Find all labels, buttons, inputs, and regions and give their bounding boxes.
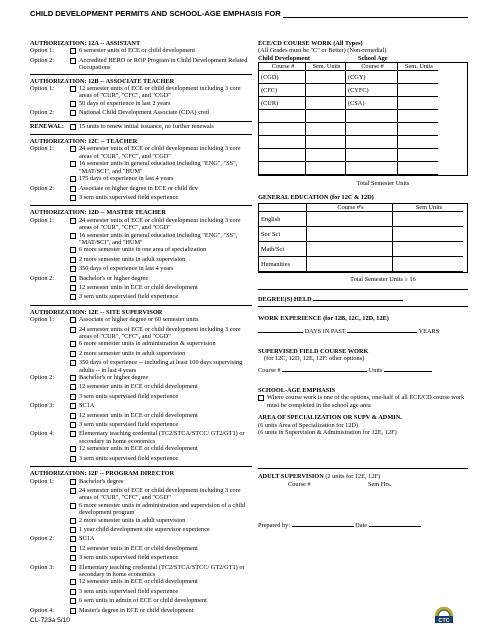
- checkbox-icon[interactable]: [70, 597, 79, 606]
- requirement-text: 3 sem units supervised field experience: [79, 193, 179, 201]
- requirement-item: [30, 256, 252, 265]
- requirement-item: [30, 445, 252, 454]
- requirement-text: Elementary teaching credential (TC2/STCA/STCC/ GT2/GT1) or secondary in home economics: [79, 563, 245, 578]
- requirement-text: 6 more semester units in one area of specialization: [79, 246, 207, 254]
- ece-cell[interactable]: [306, 162, 346, 175]
- field-units-input[interactable]: [384, 371, 432, 372]
- requirement-item: [30, 383, 252, 392]
- option-label: [30, 517, 70, 526]
- years-label: YEARS: [418, 328, 440, 336]
- requirement-item: [30, 455, 252, 464]
- checkbox-icon[interactable]: [70, 535, 79, 544]
- checkbox-icon[interactable]: [70, 578, 79, 587]
- logo-text: CTC: [438, 618, 450, 624]
- prepared-field[interactable]: [292, 526, 354, 527]
- ece-cell[interactable]: [306, 84, 346, 97]
- school-age-item: Where course work is one of the options, one-half of all ECE/CD course work must be completed in the school age area: [258, 394, 468, 409]
- requirement-text: 3 sem units supervised field experience: [79, 421, 179, 429]
- ge-subject-label: Math/Sci: [259, 242, 307, 257]
- ece-cell[interactable]: [346, 162, 398, 175]
- requirement-text: Associate or higher degree in ECE or child dev: [79, 184, 198, 192]
- checkbox-icon[interactable]: [70, 445, 79, 454]
- checkbox-icon[interactable]: [70, 545, 79, 554]
- checkbox-icon[interactable]: [70, 85, 79, 100]
- option-label: Option 1:: [30, 216, 54, 224]
- adult-units-label: Sem Hrs.: [368, 480, 392, 488]
- ctc-logo: [433, 605, 455, 625]
- option-label: [30, 545, 70, 554]
- requirement-item: [30, 597, 252, 606]
- requirement-text: National Child Development Associate (CDA) cred: [79, 109, 209, 117]
- requirement-text: 50 days of experience in last 2 years: [79, 99, 171, 107]
- option-label: [30, 100, 70, 109]
- requirement-item: [30, 185, 252, 194]
- ge-table: [258, 203, 468, 273]
- ece-header-cell: Sem. Units: [306, 63, 346, 71]
- option-label: [30, 160, 70, 175]
- degree-label: DEGREE(S) HELD: [258, 296, 312, 304]
- requirement-text: 12 semester units in ECE or child development: [79, 578, 198, 586]
- requirement-text: 3 sem units supervised field experience: [79, 392, 179, 400]
- ece-cell[interactable]: [398, 71, 438, 84]
- option-label: [30, 175, 70, 184]
- option-label: Option 1:: [30, 477, 54, 485]
- ece-cell[interactable]: [306, 136, 346, 149]
- checkbox-icon[interactable]: [70, 402, 79, 411]
- ece-table: [258, 62, 468, 176]
- requirement-item: [30, 275, 252, 284]
- ece-cell[interactable]: (CGD): [259, 71, 306, 84]
- requirement-item: [30, 265, 252, 274]
- requirement-text: 6 semester units of ECE or child development: [79, 47, 195, 55]
- checkbox-icon[interactable]: [70, 185, 79, 194]
- requirement-item: [30, 340, 252, 349]
- ge-cell[interactable]: [393, 242, 463, 257]
- checkbox-icon[interactable]: [70, 217, 79, 232]
- option-label: Option 2:: [30, 109, 54, 117]
- checkbox-icon[interactable]: [70, 393, 79, 402]
- checkbox-icon[interactable]: [70, 160, 79, 175]
- checkbox-icon[interactable]: [70, 340, 79, 349]
- option-label: [30, 284, 70, 293]
- checkbox-icon[interactable]: [70, 517, 79, 526]
- ece-cell[interactable]: (CYFC): [346, 84, 398, 97]
- spec-line-1: (6 units Area of Specialization for 12D): [258, 421, 359, 429]
- requirement-text: 3 sem units supervised field experience: [79, 587, 179, 595]
- requirement-text: 3 sem units supervised field experience: [79, 293, 179, 301]
- option-label: [30, 246, 70, 255]
- adult-note: (2 units for 12E, 12F): [325, 473, 381, 481]
- requirement-text: 6 more semester units in administration & supervision: [79, 340, 216, 348]
- field-course-input[interactable]: [282, 371, 367, 372]
- option-label: [30, 578, 70, 587]
- requirement-text: 16 semester units in general education including "ENG", "SS", "MAT/SCI", and "HUM": [79, 160, 238, 175]
- requirement-text: Master's degree in ECE or child development: [79, 606, 194, 614]
- requirement-item: [30, 359, 252, 374]
- field-subtitle: (for 12C, 12D, 12E, 12F: other options): [264, 355, 365, 363]
- option-label: Option 1:: [30, 145, 54, 153]
- checkbox-icon[interactable]: [70, 383, 79, 392]
- requirement-item: [30, 145, 252, 160]
- option-label: [30, 359, 70, 374]
- date-label: Date: [355, 522, 368, 530]
- checkbox-icon[interactable]: [70, 284, 79, 293]
- ece-cell[interactable]: [398, 136, 438, 149]
- checkbox-icon[interactable]: [70, 265, 79, 274]
- ece-cell[interactable]: [259, 110, 306, 123]
- requirement-text: SC1A: [79, 535, 95, 543]
- requirement-item: [30, 293, 252, 302]
- requirement-text: Bachelor's or higher degree: [79, 274, 149, 282]
- option-label: [30, 393, 70, 402]
- requirement-item: [30, 393, 252, 402]
- requirement-text: 350 days of experience -- including at least 100 days supervising adults -- in last 4 years: [79, 359, 243, 374]
- checkbox-icon[interactable]: [70, 526, 79, 535]
- requirement-item: [30, 478, 252, 487]
- requirement-text: Bachelor's degree: [79, 477, 124, 485]
- renewal-item: [30, 123, 252, 132]
- option-label: [30, 487, 70, 502]
- checkbox-icon[interactable]: [70, 109, 79, 118]
- requirement-item: [30, 607, 252, 616]
- spec-line-2: (6 units in Supervision & Administration for 12E, 12F): [258, 428, 397, 436]
- checkbox-icon[interactable]: [70, 100, 79, 109]
- option-label: Option 3:: [30, 563, 54, 571]
- option-label: [30, 445, 70, 454]
- ece-cell[interactable]: [398, 110, 438, 123]
- ge-cell[interactable]: [307, 227, 393, 242]
- checkbox-icon[interactable]: [70, 412, 79, 421]
- requirement-item: [30, 232, 252, 247]
- requirement-text: 12 semester units of ECE or child development including 3 core areas of "CUR", "CFC", and "CGD": [79, 85, 241, 100]
- ge-cell[interactable]: [393, 212, 463, 227]
- option-label: [30, 265, 70, 274]
- option-label: [30, 194, 70, 203]
- ece-cell[interactable]: [259, 136, 306, 149]
- requirement-item: [30, 316, 252, 325]
- requirement-item: [30, 588, 252, 597]
- ece-total: Total Semester Units: [356, 180, 410, 188]
- option-label: [30, 293, 70, 302]
- option-label: [30, 526, 70, 535]
- ece-cell[interactable]: (CFC): [259, 84, 306, 97]
- option-label: Option 4:: [30, 430, 54, 438]
- requirement-text: Associate or higher degree or 60 semester units: [79, 316, 199, 324]
- ece-col-a: Child Development: [258, 54, 310, 62]
- ece-cell[interactable]: [306, 71, 346, 84]
- adult-course-label: Course #: [288, 480, 311, 488]
- checkbox-icon[interactable]: [70, 588, 79, 597]
- requirement-text: SC1A: [79, 402, 95, 410]
- ece-cell[interactable]: [259, 162, 306, 175]
- ece-cell[interactable]: [346, 123, 398, 136]
- checkbox-icon[interactable]: [70, 359, 79, 374]
- spec-title: AREA OF SPECIALIZATION OR SUPV & ADMIN.: [258, 414, 402, 422]
- days-field[interactable]: [258, 332, 303, 333]
- ge-subject-label: Humanities: [259, 257, 307, 272]
- option-label: Option 1:: [30, 47, 54, 55]
- option-label: [30, 421, 70, 430]
- requirement-text: 12 semester units in ECE or child development: [79, 383, 198, 391]
- checkbox-icon[interactable]: [70, 293, 79, 302]
- requirement-item: [30, 47, 252, 56]
- requirement-item: [30, 284, 252, 293]
- ge-cell[interactable]: [393, 227, 463, 242]
- date-field[interactable]: [369, 526, 421, 527]
- requirement-text: 24 semester units of ECE or child development including 3 core areas of "CUR", "CFC", and "CGD": [79, 486, 241, 502]
- ge-subject-label: Soc Sci: [259, 227, 307, 242]
- ece-cell[interactable]: [259, 123, 306, 136]
- option-label: [30, 412, 70, 421]
- requirement-item: [30, 217, 252, 232]
- requirement-text: 3 sem units supervised field experience: [79, 554, 179, 562]
- requirement-text: 6 more semester units in administration and supervision of a child development program: [79, 501, 246, 517]
- requirement-text: 24 semester units of ECE or child development including 3 core areas of "CUR", "CFC", and "CGD": [79, 145, 241, 160]
- ece-cell[interactable]: [306, 149, 346, 162]
- ge-header-cell: Sem Units: [393, 204, 463, 212]
- requirement-text: Bachelor's or higher degree: [79, 374, 149, 382]
- requirement-text: 2 more semester units in adult supervision: [79, 255, 186, 263]
- requirement-item: [30, 194, 252, 203]
- ece-cell[interactable]: [346, 136, 398, 149]
- ge-cell[interactable]: [393, 257, 463, 272]
- requirement-item: [30, 85, 252, 100]
- checkbox-icon[interactable]: [70, 145, 79, 160]
- ece-cell[interactable]: [398, 84, 438, 97]
- requirement-text: Elementary teaching credential (TC2/STCA/STCC/ GT2/GT1) or secondary in home economics: [79, 430, 245, 445]
- ece-cell[interactable]: [398, 123, 438, 136]
- authorization-title: AUTHORIZATION: 12D -- MASTER TEACHER: [30, 209, 166, 217]
- checkbox-icon[interactable]: [70, 455, 79, 464]
- checkbox-icon[interactable]: [70, 607, 79, 616]
- ece-cell[interactable]: [306, 97, 346, 110]
- checkbox-icon[interactable]: [70, 232, 79, 247]
- renewal-text: 15 units to renew initial issuance, no further renewals: [79, 122, 214, 130]
- option-label: [30, 554, 70, 563]
- requirement-item: [30, 535, 252, 544]
- ece-cell[interactable]: [398, 97, 438, 110]
- requirement-text: 175 days of experience in last 4 years: [79, 175, 174, 183]
- ece-cell[interactable]: [259, 149, 306, 162]
- option-label: Option 2:: [30, 535, 54, 543]
- ece-cell[interactable]: [398, 149, 438, 162]
- requirement-item: [30, 246, 252, 255]
- option-label: [30, 256, 70, 265]
- option-label: Option 2:: [30, 184, 54, 192]
- adult-title: ADULT SUPERVISION: [258, 473, 324, 481]
- field-course-label: Course #: [258, 367, 281, 375]
- ge-cell[interactable]: [307, 257, 393, 272]
- checkbox-icon[interactable]: [70, 275, 79, 284]
- ece-cell[interactable]: [306, 123, 346, 136]
- checkbox-icon[interactable]: [70, 478, 79, 487]
- option-label: Option 4:: [30, 606, 54, 614]
- authorization-title: AUTHORIZATION: 12A -- ASSISTANT: [30, 40, 141, 47]
- ece-cell[interactable]: (CUR): [259, 97, 306, 110]
- requirement-text: Accredited HERO or ROP Program in Child Development Related Occupations: [79, 56, 248, 72]
- requirement-text: 350 days of experience in last 4 years: [79, 265, 174, 273]
- requirement-item: [30, 57, 252, 72]
- requirement-item: [30, 160, 252, 175]
- authorization-column: [30, 40, 252, 616]
- degree-field[interactable]: [313, 300, 403, 301]
- requirement-item: [30, 350, 252, 359]
- ece-cell[interactable]: [346, 149, 398, 162]
- checkbox-icon[interactable]: [70, 326, 79, 341]
- option-label: [30, 455, 70, 464]
- checkbox-icon[interactable]: [70, 246, 79, 255]
- ece-subtitle: (All Grades must be "C" or Better) (Non-remedial): [258, 47, 387, 55]
- checkbox-icon[interactable]: [70, 374, 79, 383]
- requirement-item: [30, 564, 252, 579]
- requirement-text: 16 semester units in general education including "ENG", "SS", "MAT/SCI", and "HUM": [79, 231, 238, 246]
- ece-title: ECE/CD COURSE WORK (All Types): [258, 40, 363, 47]
- requirement-item: [30, 517, 252, 526]
- checkbox-icon[interactable]: [70, 350, 79, 359]
- requirement-item: [30, 430, 252, 445]
- requirement-item: [30, 554, 252, 563]
- option-label: Option 1:: [30, 85, 54, 93]
- requirement-item: [30, 412, 252, 421]
- renewal-label: RENEWAL:: [30, 122, 64, 130]
- requirement-text: 24 semester units of ECE or child development including 3 core areas of "CUR", "CFC", and "CGD": [79, 325, 241, 340]
- option-label: [30, 326, 70, 341]
- requirement-text: 3 sem units supervised field experience: [79, 454, 179, 462]
- checkbox-icon[interactable]: [70, 175, 79, 184]
- ece-header-cell: Course #: [346, 63, 398, 71]
- authorization-title: AUTHORIZATION: 12B -- ASSOCIATE TEACHER: [30, 77, 175, 85]
- checkbox-icon[interactable]: [70, 57, 79, 72]
- checkbox-icon[interactable]: [70, 421, 79, 430]
- course-work-column: [258, 40, 468, 530]
- requirement-item: [30, 100, 252, 109]
- option-label: Option 2:: [30, 274, 54, 282]
- option-label: Option 2:: [30, 56, 54, 64]
- requirement-item: [30, 175, 252, 184]
- option-label: [30, 350, 70, 359]
- field-title: SUPERVISED FIELD COURSE WORK: [258, 347, 369, 355]
- ge-header-cell: Course #'s: [307, 204, 393, 212]
- requirement-item: [30, 578, 252, 587]
- ece-col-b: School Age: [358, 54, 388, 62]
- requirement-item: [30, 526, 252, 535]
- requirement-text: 24 semester units of ECE or child development including 3 core areas of "CUR", "CFC", and "CGD": [79, 216, 241, 232]
- authorization-title: AUTHORIZATION: 12F -- PROGRAM DIRECTOR: [30, 470, 175, 478]
- ece-cell[interactable]: (CSA): [346, 97, 398, 110]
- ece-col-heads: [258, 55, 468, 62]
- requirement-item: [30, 421, 252, 430]
- option-label: [30, 588, 70, 597]
- ece-header-cell: Sem. Units: [398, 63, 438, 71]
- ece-header-cell: Course #: [259, 63, 306, 71]
- years-field[interactable]: [347, 332, 417, 333]
- requirement-item: [30, 374, 252, 383]
- work-title: WORK EXPERIENCE (for 12B, 12C, 12D, 12E): [258, 314, 389, 322]
- option-label: Option 3:: [30, 402, 54, 410]
- checkbox-icon[interactable]: [70, 430, 79, 445]
- checkbox-icon[interactable]: [70, 316, 79, 325]
- requirement-item: [30, 502, 252, 517]
- requirement-text: 12 semester units in ECE or child development: [79, 283, 198, 291]
- requirement-item: [30, 545, 252, 554]
- authorization-title: AUTHORIZATION: 12E -- SITE SUPERVISOR: [30, 308, 163, 316]
- prepared-label: Prepared by:: [258, 522, 290, 530]
- requirement-text: 1 year child development site supervisor experience: [79, 525, 210, 533]
- requirement-text: 12 semester units in ECE or child development: [79, 544, 198, 552]
- checkbox-icon[interactable]: [70, 554, 79, 563]
- checkbox-icon[interactable]: [70, 256, 79, 265]
- ge-total: Total Semester Units ≥ 16: [350, 276, 416, 284]
- authorization-title: AUTHORIZATION: 12C -- TEACHER: [30, 138, 138, 146]
- checkbox-icon[interactable]: [70, 47, 79, 56]
- option-label: [30, 340, 70, 349]
- school-age-title: SCHOOL-AGE EMPHASIS: [258, 386, 336, 394]
- ge-cell[interactable]: [307, 212, 393, 227]
- requirement-text: 2 more semester units in adult supervision: [79, 349, 186, 357]
- checkbox-icon[interactable]: [70, 123, 79, 132]
- requirement-item: [30, 109, 252, 118]
- option-label: [30, 502, 70, 517]
- option-label: [30, 383, 70, 392]
- requirement-item: [30, 326, 252, 341]
- page-title: CHILD DEVELOPMENT PERMITS AND SCHOOL-AGE EMPHASIS FOR: [30, 9, 281, 18]
- option-label: Option 2:: [30, 374, 54, 382]
- checkbox-icon[interactable]: [70, 564, 79, 579]
- form-code: CL-723a 5/10: [30, 617, 70, 624]
- checkbox-icon[interactable]: [70, 502, 79, 517]
- requirement-item: [30, 487, 252, 502]
- requirement-text: 6 sem units in admin of ECE or child development: [79, 597, 207, 605]
- option-label: [30, 597, 70, 606]
- requirement-text: 2 more semester units in adult supervision: [79, 516, 186, 524]
- field-units-label: Units: [368, 367, 383, 375]
- ece-cell[interactable]: [346, 110, 398, 123]
- ece-cell[interactable]: [306, 110, 346, 123]
- checkbox-icon[interactable]: [70, 194, 79, 203]
- days-label: DAYS IN PAST: [304, 328, 346, 336]
- ge-header-cell: [259, 204, 307, 212]
- ge-subject-label: English: [259, 212, 307, 227]
- ece-cell[interactable]: [398, 162, 438, 175]
- requirement-text: 12 semester units in ECE or child development: [79, 411, 198, 419]
- checkbox-icon[interactable]: [258, 394, 267, 409]
- checkbox-icon[interactable]: [70, 487, 79, 502]
- requirement-text: 12 semester units in ECE or child development: [79, 445, 198, 453]
- ge-title: GENERAL EDUCATION (for 12C & 12D): [258, 193, 374, 201]
- title-fill-line[interactable]: [283, 17, 468, 18]
- requirement-item: [30, 402, 252, 411]
- ge-cell[interactable]: [307, 242, 393, 257]
- ece-cell[interactable]: (CGY): [346, 71, 398, 84]
- option-label: [30, 232, 70, 247]
- option-label: Option 1:: [30, 316, 54, 324]
